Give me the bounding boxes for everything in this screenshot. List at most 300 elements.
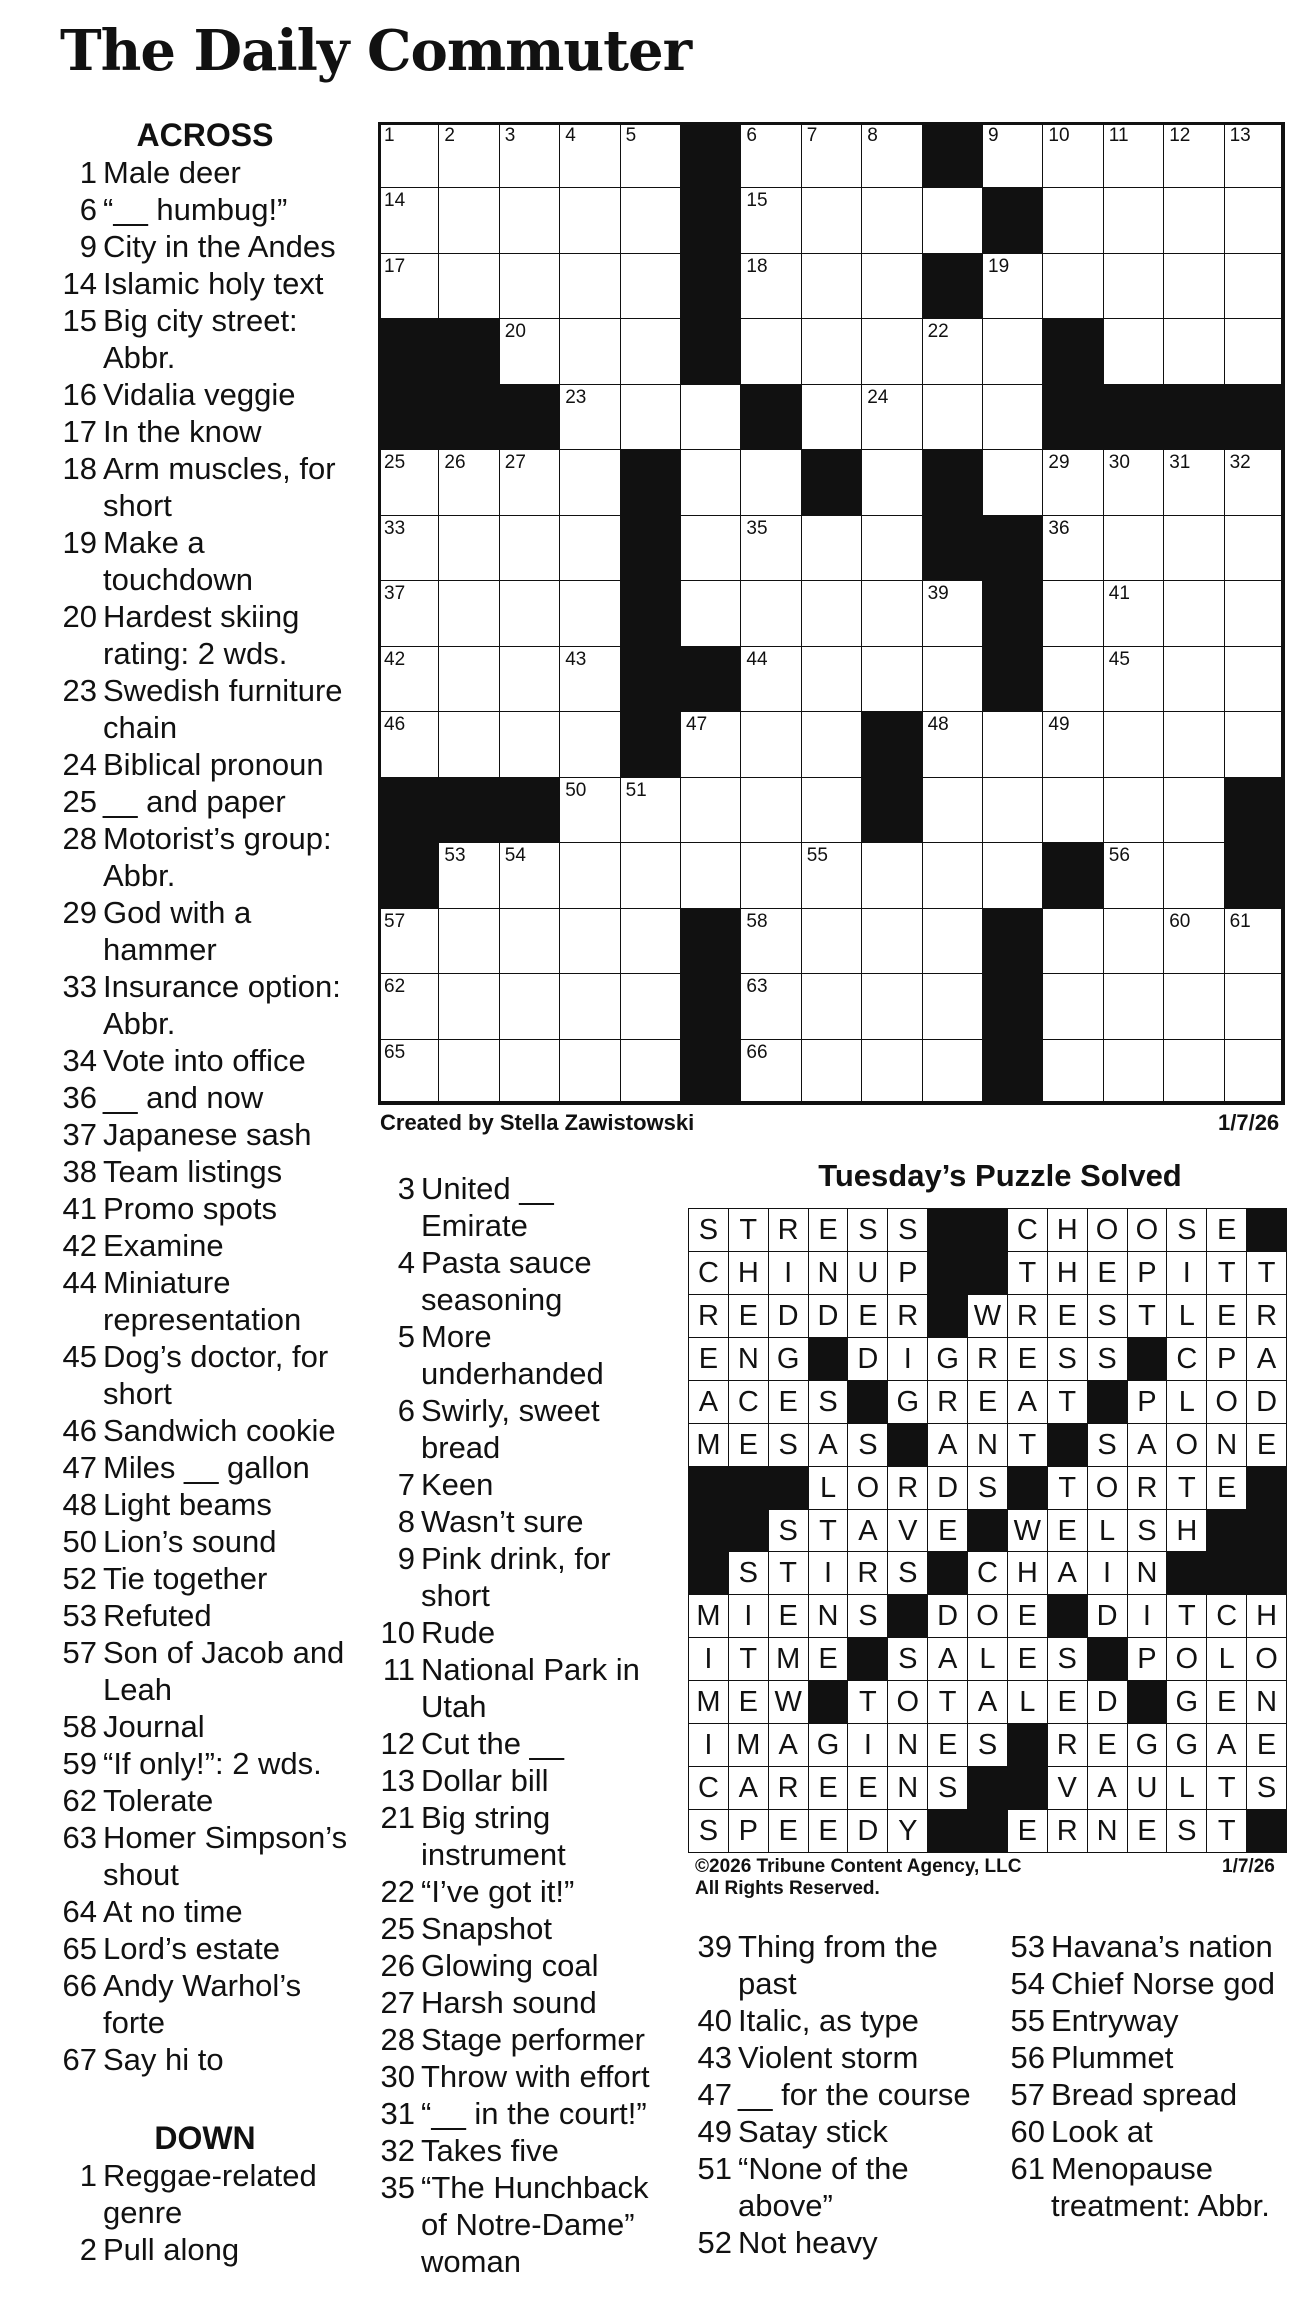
clue-text: “The Hunchback of Notre-Dame” woman xyxy=(421,2170,649,2279)
solved-letter-cell xyxy=(768,1551,809,1595)
grid-cell[interactable] xyxy=(1103,1039,1164,1105)
grid-cell[interactable] xyxy=(499,253,560,319)
solved-letter: N xyxy=(737,1342,759,1375)
solved-letter-cell xyxy=(847,1680,888,1724)
solved-letter: T xyxy=(1217,1256,1236,1289)
solved-letter-cell xyxy=(967,1637,1008,1681)
grid-cell[interactable] xyxy=(438,253,499,319)
grid-cell[interactable] xyxy=(1224,646,1285,712)
solved-letter-cell xyxy=(1246,1423,1287,1467)
grid-cell[interactable] xyxy=(680,777,741,843)
grid-cell[interactable] xyxy=(499,908,560,974)
clue-item xyxy=(55,598,355,672)
grid-cell[interactable] xyxy=(1224,449,1285,515)
clue-text: Islamic holy text xyxy=(103,266,324,301)
solved-letter-cell xyxy=(768,1208,809,1252)
clue-text: Vidalia veggie xyxy=(103,377,296,412)
solved-letter: T xyxy=(938,1686,957,1719)
grid-cell[interactable] xyxy=(1163,253,1224,319)
cell-number: 60 xyxy=(1169,910,1191,932)
clue-number: 32 xyxy=(380,2133,415,2168)
grid-cell[interactable] xyxy=(559,1039,620,1105)
solved-letter: A xyxy=(937,1643,958,1676)
grid-cell[interactable] xyxy=(922,384,983,450)
solved-letter: O xyxy=(1215,1385,1238,1418)
grid-cell[interactable] xyxy=(559,253,620,319)
grid-cell[interactable] xyxy=(1103,253,1164,319)
grid-cell[interactable] xyxy=(982,384,1043,450)
grid-cell[interactable] xyxy=(740,1039,801,1105)
solved-letter: R xyxy=(977,1342,998,1375)
grid-cell[interactable] xyxy=(740,449,801,515)
grid-cell[interactable] xyxy=(922,187,983,253)
grid-cell[interactable] xyxy=(1103,187,1164,253)
grid-cell[interactable] xyxy=(861,1039,922,1105)
grid-cell[interactable] xyxy=(499,973,560,1039)
solved-letter: D xyxy=(1096,1600,1118,1633)
clue-item xyxy=(55,968,355,1042)
solved-letter-cell xyxy=(1047,1208,1088,1252)
grid-cell[interactable] xyxy=(740,842,801,908)
solved-letter: E xyxy=(1217,1214,1237,1246)
grid-cell[interactable] xyxy=(680,711,741,777)
black-square xyxy=(982,908,1043,974)
grid-cell[interactable] xyxy=(438,580,499,646)
grid-cell[interactable] xyxy=(982,122,1043,188)
grid-cell[interactable] xyxy=(680,384,741,450)
grid-cell[interactable] xyxy=(801,711,862,777)
grid-cell[interactable] xyxy=(378,253,439,319)
grid-cell[interactable] xyxy=(740,711,801,777)
grid-cell[interactable] xyxy=(499,1039,560,1105)
grid-cell[interactable] xyxy=(499,122,560,188)
grid-cell[interactable] xyxy=(1042,187,1103,253)
grid-cell[interactable] xyxy=(438,515,499,581)
grid-cell[interactable] xyxy=(499,187,560,253)
cell-number: 66 xyxy=(746,1041,768,1063)
solved-letter-cell xyxy=(1047,1680,1088,1724)
grid-cell[interactable] xyxy=(861,318,922,384)
grid-cell[interactable] xyxy=(1042,449,1103,515)
grid-cell[interactable] xyxy=(1224,908,1285,974)
grid-cell[interactable] xyxy=(861,122,922,188)
grid-cell[interactable] xyxy=(559,384,620,450)
grid-cell[interactable] xyxy=(982,253,1043,319)
grid-cell[interactable] xyxy=(499,515,560,581)
grid-cell[interactable] xyxy=(559,122,620,188)
grid-cell[interactable] xyxy=(378,187,439,253)
grid-cell[interactable] xyxy=(740,122,801,188)
solved-black-square xyxy=(688,1551,729,1595)
clue-item xyxy=(55,1597,355,1634)
solved-letter: E xyxy=(937,1514,958,1547)
clue-number: 26 xyxy=(380,1948,415,1983)
grid-cell[interactable] xyxy=(620,253,681,319)
solved-letter: G xyxy=(936,1342,959,1375)
solved-puzzle-grid xyxy=(688,1208,1286,1852)
grid-cell[interactable] xyxy=(1103,711,1164,777)
solved-letter-cell xyxy=(1127,1766,1168,1810)
clue-number: 52 xyxy=(62,1561,97,1596)
solved-letter: L xyxy=(1178,1772,1195,1805)
grid-cell[interactable] xyxy=(1224,973,1285,1039)
grid-cell[interactable] xyxy=(922,318,983,384)
clue-number: 25 xyxy=(380,1911,415,1946)
grid-cell[interactable] xyxy=(559,777,620,843)
clue-number: 18 xyxy=(62,451,97,486)
solved-black-square xyxy=(847,1380,888,1424)
clue-number: 41 xyxy=(62,1191,97,1226)
grid-cell[interactable] xyxy=(1163,122,1224,188)
solved-letter-cell xyxy=(808,1809,849,1853)
grid-cell[interactable] xyxy=(801,777,862,843)
grid-cell[interactable] xyxy=(1224,253,1285,319)
clue-number: 38 xyxy=(62,1154,97,1189)
clue-number: 10 xyxy=(380,1615,415,1650)
grid-cell[interactable] xyxy=(1163,908,1224,974)
grid-cell[interactable] xyxy=(1163,646,1224,712)
solved-black-square xyxy=(927,1294,968,1338)
solved-letter: M xyxy=(736,1729,761,1762)
grid-cell[interactable] xyxy=(1163,711,1224,777)
grid-cell[interactable] xyxy=(740,580,801,646)
grid-cell[interactable] xyxy=(740,973,801,1039)
grid-cell[interactable] xyxy=(438,711,499,777)
grid-cell[interactable] xyxy=(620,384,681,450)
grid-cell[interactable] xyxy=(1042,1039,1103,1105)
solved-black-square xyxy=(1246,1809,1287,1853)
grid-cell[interactable] xyxy=(1103,908,1164,974)
grid-cell[interactable] xyxy=(1163,515,1224,581)
grid-cell[interactable] xyxy=(378,449,439,515)
grid-cell[interactable] xyxy=(559,646,620,712)
grid-cell[interactable] xyxy=(1042,580,1103,646)
grid-cell[interactable] xyxy=(620,318,681,384)
grid-cell[interactable] xyxy=(499,646,560,712)
grid-cell[interactable] xyxy=(1163,449,1224,515)
solved-letter: G xyxy=(816,1729,840,1762)
grid-cell[interactable] xyxy=(922,646,983,712)
solved-letter: T xyxy=(1138,1299,1156,1332)
grid-cell[interactable] xyxy=(1042,122,1103,188)
grid-cell[interactable] xyxy=(801,384,862,450)
grid-cell[interactable] xyxy=(620,842,681,908)
grid-cell[interactable] xyxy=(1042,908,1103,974)
solved-letter: O xyxy=(1095,1214,1119,1246)
grid-cell[interactable] xyxy=(559,973,620,1039)
solved-letter-cell xyxy=(1166,1723,1207,1767)
grid-cell[interactable] xyxy=(1042,515,1103,581)
clue-item xyxy=(370,1725,660,1762)
grid-cell[interactable] xyxy=(861,908,922,974)
clue-number: 2 xyxy=(79,2232,97,2267)
clue-text: Throw with effort xyxy=(421,2059,650,2094)
solved-letter: S xyxy=(1177,1214,1197,1246)
black-square xyxy=(1042,384,1103,450)
grid-cell[interactable] xyxy=(559,515,620,581)
grid-cell[interactable] xyxy=(982,318,1043,384)
grid-cell[interactable] xyxy=(1163,187,1224,253)
clue-number: 17 xyxy=(62,414,97,449)
grid-cell[interactable] xyxy=(378,122,439,188)
grid-cell[interactable] xyxy=(1103,515,1164,581)
grid-cell[interactable] xyxy=(680,580,741,646)
grid-cell[interactable] xyxy=(1042,973,1103,1039)
cell-number: 15 xyxy=(746,190,768,212)
grid-cell[interactable] xyxy=(801,253,862,319)
grid-cell[interactable] xyxy=(680,842,741,908)
grid-cell[interactable] xyxy=(740,777,801,843)
grid-cell[interactable] xyxy=(378,646,439,712)
grid-cell[interactable] xyxy=(922,711,983,777)
grid-cell[interactable] xyxy=(982,711,1043,777)
grid-cell[interactable] xyxy=(861,646,922,712)
grid-cell[interactable] xyxy=(559,908,620,974)
grid-cell[interactable] xyxy=(1163,1039,1224,1105)
solved-letter: I xyxy=(1142,1600,1151,1633)
grid-cell[interactable] xyxy=(1103,777,1164,843)
clue-item xyxy=(55,1153,355,1190)
solved-letter-cell xyxy=(808,1637,849,1681)
clue-number: 27 xyxy=(380,1985,415,2020)
grid-cell[interactable] xyxy=(620,122,681,188)
grid-cell[interactable] xyxy=(1224,318,1285,384)
crossword-grid[interactable] xyxy=(378,122,1284,1104)
grid-cell[interactable] xyxy=(922,908,983,974)
grid-cell[interactable] xyxy=(438,646,499,712)
grid-cell[interactable] xyxy=(1163,580,1224,646)
grid-cell[interactable] xyxy=(1224,515,1285,581)
clue-item xyxy=(55,524,355,598)
solved-black-square xyxy=(1166,1551,1207,1595)
grid-cell[interactable] xyxy=(922,777,983,843)
clue-text: City in the Andes xyxy=(103,229,336,264)
grid-cell[interactable] xyxy=(861,515,922,581)
grid-cell[interactable] xyxy=(922,1039,983,1105)
solved-letter-cell xyxy=(728,1723,769,1767)
clue-number: 47 xyxy=(697,2077,732,2112)
grid-cell[interactable] xyxy=(740,515,801,581)
grid-cell[interactable] xyxy=(378,515,439,581)
clue-number: 61 xyxy=(1010,2151,1045,2186)
solved-letter-cell xyxy=(847,1594,888,1638)
solved-letter: S xyxy=(858,1214,878,1246)
grid-cell[interactable] xyxy=(1224,187,1285,253)
grid-cell[interactable] xyxy=(1103,580,1164,646)
grid-cell[interactable] xyxy=(1103,318,1164,384)
grid-cell[interactable] xyxy=(1224,711,1285,777)
grid-cell[interactable] xyxy=(922,973,983,1039)
grid-cell[interactable] xyxy=(982,449,1043,515)
solved-letter-cell xyxy=(808,1509,849,1553)
grid-cell[interactable] xyxy=(378,908,439,974)
grid-cell[interactable] xyxy=(861,449,922,515)
grid-cell[interactable] xyxy=(378,973,439,1039)
cell-number: 30 xyxy=(1108,452,1130,474)
grid-cell[interactable] xyxy=(801,908,862,974)
clue-number: 67 xyxy=(62,2042,97,2077)
grid-cell[interactable] xyxy=(1224,1039,1285,1105)
grid-cell[interactable] xyxy=(680,449,741,515)
grid-cell[interactable] xyxy=(861,384,922,450)
grid-cell[interactable] xyxy=(922,580,983,646)
grid-cell[interactable] xyxy=(620,973,681,1039)
solved-letter-cell xyxy=(967,1380,1008,1424)
down-clue-list-fourth xyxy=(1000,1928,1300,2224)
solved-letter-cell xyxy=(1246,1637,1287,1681)
grid-cell[interactable] xyxy=(1042,253,1103,319)
grid-cell[interactable] xyxy=(1163,318,1224,384)
cell-number: 4 xyxy=(565,125,576,146)
solved-letter-cell xyxy=(808,1723,849,1767)
solved-letter: S xyxy=(1057,1643,1077,1676)
grid-cell[interactable] xyxy=(861,842,922,908)
grid-cell[interactable] xyxy=(861,253,922,319)
black-square xyxy=(378,842,439,908)
solved-letter: P xyxy=(1137,1643,1157,1676)
grid-cell[interactable] xyxy=(559,711,620,777)
grid-cell[interactable] xyxy=(982,842,1043,908)
grid-cell[interactable] xyxy=(620,1039,681,1105)
grid-cell[interactable] xyxy=(620,187,681,253)
grid-cell[interactable] xyxy=(801,1039,862,1105)
grid-cell[interactable] xyxy=(982,777,1043,843)
grid-cell[interactable] xyxy=(1103,842,1164,908)
clue-number: 48 xyxy=(62,1487,97,1522)
grid-cell[interactable] xyxy=(801,515,862,581)
grid-cell[interactable] xyxy=(1163,777,1224,843)
grid-cell[interactable] xyxy=(740,646,801,712)
clue-number: 15 xyxy=(62,303,97,338)
grid-cell[interactable] xyxy=(801,318,862,384)
solved-black-square xyxy=(1246,1509,1287,1553)
grid-cell[interactable] xyxy=(1224,122,1285,188)
clue-text: National Park in Utah xyxy=(421,1652,640,1724)
cell-number: 33 xyxy=(384,517,406,539)
solved-puzzle-title: Tuesday’s Puzzle Solved xyxy=(818,1158,1182,1193)
clue-text: Homer Simpson’s shout xyxy=(103,1820,348,1892)
solved-letter: I xyxy=(863,1729,872,1762)
solved-letter-cell xyxy=(728,1251,769,1295)
black-square xyxy=(680,253,741,319)
grid-cell[interactable] xyxy=(438,122,499,188)
grid-cell[interactable] xyxy=(499,449,560,515)
clue-number: 63 xyxy=(62,1820,97,1855)
grid-cell[interactable] xyxy=(378,1039,439,1105)
grid-cell[interactable] xyxy=(559,449,620,515)
black-square xyxy=(922,515,983,581)
grid-cell[interactable] xyxy=(801,646,862,712)
grid-cell[interactable] xyxy=(1042,646,1103,712)
grid-cell[interactable] xyxy=(438,908,499,974)
grid-cell[interactable] xyxy=(740,187,801,253)
grid-cell[interactable] xyxy=(378,711,439,777)
cell-number: 35 xyxy=(746,517,768,539)
grid-cell[interactable] xyxy=(1163,842,1224,908)
grid-cell[interactable] xyxy=(801,842,862,908)
solved-letter-cell xyxy=(887,1466,928,1510)
grid-cell[interactable] xyxy=(801,973,862,1039)
solved-letter: M xyxy=(696,1428,721,1461)
solved-letter-cell xyxy=(1087,1680,1128,1724)
grid-cell[interactable] xyxy=(559,842,620,908)
grid-cell[interactable] xyxy=(1103,122,1164,188)
solved-letter-cell xyxy=(1166,1766,1207,1810)
grid-cell[interactable] xyxy=(1224,580,1285,646)
grid-cell[interactable] xyxy=(1042,777,1103,843)
solved-black-square xyxy=(967,1509,1008,1553)
grid-cell[interactable] xyxy=(499,318,560,384)
grid-cell[interactable] xyxy=(801,122,862,188)
grid-cell[interactable] xyxy=(559,187,620,253)
grid-cell[interactable] xyxy=(861,973,922,1039)
clue-text: Big city street: Abbr. xyxy=(103,303,298,375)
grid-cell[interactable] xyxy=(680,515,741,581)
grid-cell[interactable] xyxy=(861,580,922,646)
grid-cell[interactable] xyxy=(438,973,499,1039)
grid-cell[interactable] xyxy=(620,908,681,974)
solved-letter-cell xyxy=(927,1766,968,1810)
grid-cell[interactable] xyxy=(499,842,560,908)
grid-cell[interactable] xyxy=(620,777,681,843)
solved-letter-cell xyxy=(967,1551,1008,1595)
grid-cell[interactable] xyxy=(922,842,983,908)
solved-letter-cell xyxy=(927,1337,968,1381)
grid-cell[interactable] xyxy=(1163,973,1224,1039)
grid-cell[interactable] xyxy=(559,318,620,384)
grid-cell[interactable] xyxy=(438,842,499,908)
grid-cell[interactable] xyxy=(438,187,499,253)
grid-cell[interactable] xyxy=(499,580,560,646)
solved-letter: E xyxy=(977,1385,998,1418)
black-square xyxy=(801,449,862,515)
clue-text: Team listings xyxy=(103,1154,283,1189)
solved-letter-cell xyxy=(1007,1380,1048,1424)
grid-cell[interactable] xyxy=(740,908,801,974)
grid-cell[interactable] xyxy=(1103,449,1164,515)
clue-number: 1 xyxy=(79,2158,97,2193)
solved-letter: E xyxy=(1217,1686,1237,1719)
clue-text: Insurance option: Abbr. xyxy=(103,969,341,1041)
grid-cell[interactable] xyxy=(378,580,439,646)
grid-cell[interactable] xyxy=(740,318,801,384)
rights-line: All Rights Reserved. xyxy=(695,1878,880,1899)
solved-letter-cell xyxy=(1246,1680,1287,1724)
clue-text: Promo spots xyxy=(103,1191,278,1226)
grid-cell[interactable] xyxy=(438,1039,499,1105)
clue-text: Harsh sound xyxy=(421,1985,597,2020)
grid-cell[interactable] xyxy=(801,187,862,253)
clue-item xyxy=(55,154,355,191)
clue-item xyxy=(370,1873,660,1910)
clue-item xyxy=(370,1984,660,2021)
grid-cell[interactable] xyxy=(1103,973,1164,1039)
grid-cell[interactable] xyxy=(499,711,560,777)
grid-cell[interactable] xyxy=(740,253,801,319)
solved-letter: A xyxy=(818,1428,838,1461)
grid-cell[interactable] xyxy=(1042,711,1103,777)
grid-cell[interactable] xyxy=(861,187,922,253)
grid-cell[interactable] xyxy=(801,580,862,646)
cell-number: 43 xyxy=(565,648,587,670)
grid-cell[interactable] xyxy=(438,449,499,515)
solved-letter: S xyxy=(898,1214,918,1246)
solved-letter-cell xyxy=(967,1423,1008,1467)
grid-cell[interactable] xyxy=(559,580,620,646)
clue-item xyxy=(688,2150,988,2224)
grid-cell[interactable] xyxy=(1103,646,1164,712)
solved-letter: S xyxy=(698,1214,719,1246)
